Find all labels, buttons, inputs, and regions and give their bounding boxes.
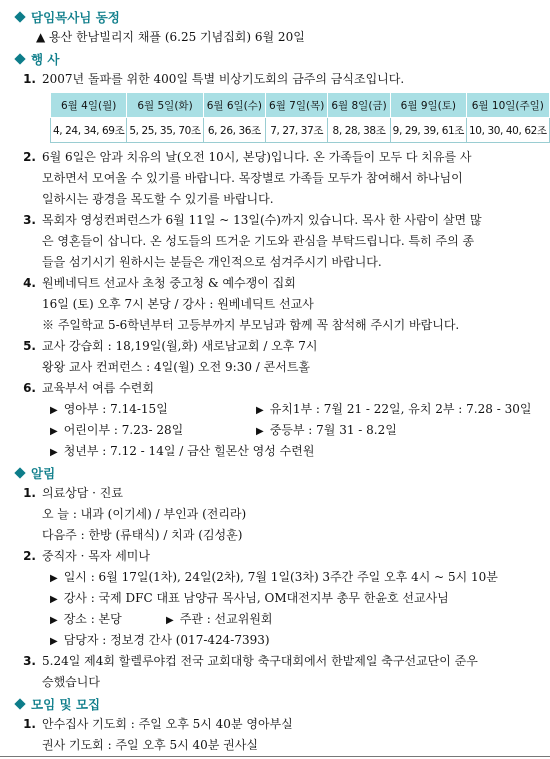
item-text-cont: 오 늘 : 내과 (이기세) / 부인과 (전리라) — [42, 507, 247, 521]
table-cell: 8, 28, 38조 — [328, 118, 390, 143]
table-header: 6월 7일(목) — [266, 93, 328, 118]
retreat-row — [14, 420, 540, 441]
item-text-cont: 모하면서 모여올 수 있기를 바랍니다. 목장별로 가족들 모두가 참여해서 하나님이 — [42, 171, 463, 185]
notice-item-1 — [14, 483, 540, 504]
item-text-cont: 왕왕 교사 컨퍼런스 : 4일(월) 오전 9:30 / 콘서트홀 — [42, 360, 311, 374]
item-text: 5.24일 제4회 할렐루야컵 전국 교회대항 축구대회에서 한밭제일 축구선교단이 준우 — [42, 654, 478, 668]
item-text: 교육부서 여름 수련회 — [42, 381, 154, 395]
item-text-cont: 승했습니다 — [42, 675, 100, 689]
seminar-contact: ▶ 담당자 : 정보경 간사 (017-424-7393) — [50, 633, 270, 647]
table-header: 6월 9일(토) — [390, 93, 466, 118]
item-number: 5. — [23, 339, 36, 353]
retreat-youth: ▶ 청년부 : 7.12 - 14일 / 금산 힐몬산 영성 수련원 — [50, 444, 314, 458]
item-text-cont: 권사 기도회 : 주일 오후 5시 40분 권사실 — [42, 738, 258, 752]
bottom-divider — [0, 756, 550, 757]
retreat-middle: ▶ 중등부 : 7월 31 - 8.2일 — [256, 420, 397, 442]
item-text: 목회자 영성컨퍼런스가 6월 11일 ~ 13일(수)까지 있습니다. 목사 한 사람이 살면 많 — [42, 213, 482, 227]
item-number: 4. — [23, 276, 36, 290]
event-item-2 — [14, 147, 540, 168]
retreat-infant: ▶ 영아부 : 7.14-15일 — [50, 402, 168, 416]
section-title: 담임목사님 동정 — [31, 9, 120, 25]
section-title: 알림 — [31, 465, 56, 481]
item-number: 1. — [23, 486, 36, 500]
item-note: ※ 주일학교 5-6학년부터 고등부까지 부모님과 함께 꼭 참석해 주시기 바랍니다. — [42, 318, 460, 332]
diamond-bullet-icon — [14, 467, 25, 478]
item-number: 6. — [23, 381, 36, 395]
retreat-kinder: ▶ 유치1부 : 7월 21 - 22일, 유치 2부 : 7.28 - 30일 — [256, 399, 531, 421]
table-cell: 7, 27, 37조 — [266, 118, 328, 143]
pastor-news-line: ▲ 용산 한남빌리지 채플 (6.25 기념집회) 6월 20일 — [36, 30, 305, 44]
item-text-cont: 일하시는 광경을 목도할 수 있기를 바랍니다. — [42, 192, 274, 206]
item-text: 2007년 돌파를 위한 400일 특별 비상기도회의 금주의 금식조입니다. — [42, 72, 405, 86]
item-text: 안수집사 기도회 : 주일 오후 5시 40분 영아부실 — [42, 717, 293, 731]
table-header: 6월 5일(화) — [127, 93, 203, 118]
item-number: 1. — [23, 72, 36, 86]
notice-item-3 — [14, 651, 540, 672]
item-text-cont: 은 영혼들이 삽니다. 온 성도들의 뜨거운 기도와 관심을 부탁드립니다. 특히 주의 종 — [42, 234, 475, 248]
item-text-cont: 들을 섬기시기 원하시는 분들은 개인적으로 섬겨주시기 바랍니다. — [42, 255, 382, 269]
section-pastor-news — [14, 6, 540, 27]
table-cell: 6, 26, 36조 — [203, 118, 265, 143]
item-text: 중직자 · 목자 세미나 — [42, 549, 150, 563]
item-number: 3. — [23, 654, 36, 668]
diamond-bullet-icon — [14, 698, 25, 709]
item-text: 의료상담 · 진료 — [42, 486, 123, 500]
section-events — [14, 48, 540, 69]
table-cell: 10, 30, 40, 62조 — [467, 118, 550, 143]
event-item-4 — [14, 273, 540, 294]
item-text-cont: 16일 (토) 오후 7시 본당 / 강사 : 원베네딕트 선교사 — [42, 297, 314, 311]
seminar-row — [14, 630, 540, 651]
item-number: 1. — [23, 717, 36, 731]
table-row — [51, 118, 550, 143]
seminar-row — [14, 567, 540, 588]
table-header: 6월 6일(수) — [203, 93, 265, 118]
table-header: 6월 8일(금) — [328, 93, 390, 118]
table-cell: 9, 29, 39, 61조 — [390, 118, 466, 143]
event-item-6 — [14, 378, 540, 399]
diamond-bullet-icon — [14, 11, 25, 22]
item-number: 3. — [23, 213, 36, 227]
seminar-host: ▶ 주관 : 선교위원회 — [166, 609, 273, 631]
seminar-speaker: ▶ 강사 : 국제 DFC 대표 남양규 목사님, OM대전지부 총무 한윤호 선교사님 — [50, 591, 449, 605]
item-text-cont: 다음주 : 한방 (류태식) / 치과 (김성훈) — [42, 528, 243, 542]
table-cell: 5, 25, 35, 70조 — [127, 118, 203, 143]
table-header: 6월 4일(월) — [51, 93, 127, 118]
section-notices — [14, 462, 540, 483]
fasting-schedule-table — [50, 92, 550, 143]
table-header-row — [51, 93, 550, 118]
seminar-date: ▶ 일시 : 6월 17일(1차), 24일(2차), 7월 1일(3차) 3주간 주일 오후 4시 ~ 5시 10분 — [50, 570, 498, 584]
item-text: 6월 6일은 암과 치유의 날(오전 10시, 본당)입니다. 온 가족들이 모두 다 치유를 사 — [42, 150, 472, 164]
meeting-item-1 — [14, 714, 540, 735]
section-title: 행 사 — [31, 51, 60, 67]
table-header: 6월 10일(주일) — [467, 93, 550, 118]
event-item-5 — [14, 336, 540, 357]
seminar-row — [14, 609, 540, 630]
retreat-children: ▶ 어린이부 : 7.23- 28일 — [50, 423, 183, 437]
retreat-row — [14, 441, 540, 462]
section-title: 모임 및 모집 — [31, 696, 101, 712]
retreat-row — [14, 399, 540, 420]
seminar-row — [14, 588, 540, 609]
item-number: 2. — [23, 150, 36, 164]
item-text: 원베네딕트 선교사 초청 중고청 & 예수쟁이 집회 — [42, 276, 296, 290]
item-text: 교사 강습회 : 18,19일(월,화) 새로남교회 / 오후 7시 — [42, 339, 318, 353]
notice-item-2 — [14, 546, 540, 567]
event-item-1 — [14, 69, 540, 90]
event-item-3 — [14, 210, 540, 231]
seminar-place: ▶ 장소 : 본당 — [50, 612, 122, 626]
table-cell: 4, 24, 34, 69조 — [51, 118, 127, 143]
diamond-bullet-icon — [14, 53, 25, 64]
section-meetings — [14, 693, 540, 714]
item-number: 2. — [23, 549, 36, 563]
